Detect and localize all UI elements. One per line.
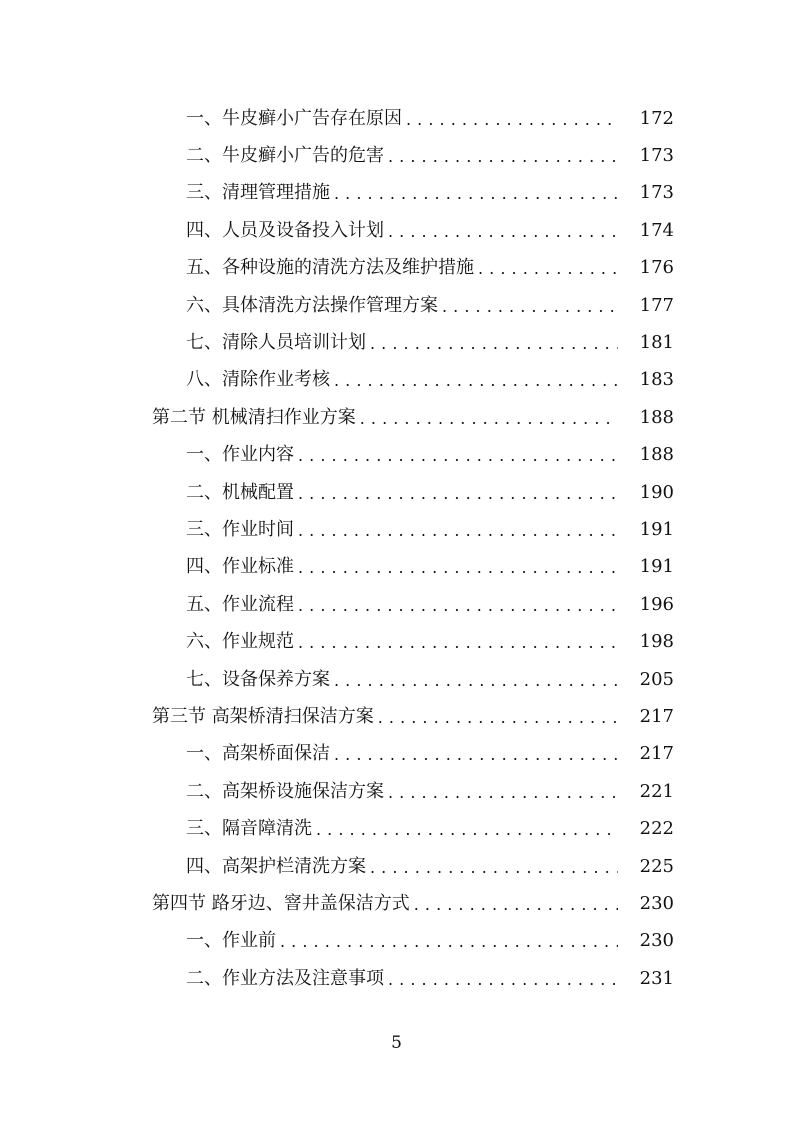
toc-entry-label: 二、高架桥设施保洁方案 — [186, 783, 388, 801]
toc-entry-page: 172 — [639, 107, 674, 129]
toc-entry-page: 188 — [639, 406, 674, 428]
toc-dot-leader — [388, 221, 618, 241]
toc-entry-label: 五、作业流程 — [186, 596, 298, 614]
toc-entry[interactable] — [0, 960, 793, 997]
toc-entry[interactable] — [0, 100, 793, 137]
toc-entry-page: 230 — [639, 892, 674, 914]
toc-entry-label: 五、各种设施的清洗方法及维护措施 — [186, 259, 478, 277]
toc-entry-label: 七、清除人员培训计划 — [186, 334, 370, 352]
toc-entry-page: 191 — [639, 556, 674, 578]
toc-entry[interactable] — [0, 287, 793, 324]
toc-dot-leader — [478, 258, 618, 278]
toc-dot-leader — [370, 333, 618, 353]
toc-dot-leader — [388, 146, 618, 166]
toc-entry-page: 196 — [639, 593, 674, 615]
toc-entry-page: 183 — [639, 369, 674, 391]
toc-entry-label: 八、清除作业考核 — [186, 371, 334, 389]
toc-entry[interactable] — [0, 175, 793, 212]
toc-dot-leader — [334, 670, 618, 690]
toc-entry-label: 三、作业时间 — [186, 521, 298, 539]
toc-dot-leader — [298, 632, 618, 652]
toc-dot-leader — [334, 744, 618, 764]
toc-entry-page: 225 — [639, 855, 674, 877]
toc-dot-leader — [334, 370, 618, 390]
toc-entry[interactable] — [0, 250, 793, 287]
toc-dot-leader — [388, 969, 618, 989]
toc-entry[interactable] — [0, 848, 793, 885]
toc-entry-label: 四、高架护栏清洗方案 — [186, 858, 370, 876]
toc-entry-page: 188 — [639, 444, 674, 466]
toc-entry-page: 222 — [639, 818, 674, 840]
toc-section-entry[interactable] — [0, 885, 793, 922]
toc-entry-label: 一、牛皮癣小广告存在原因 — [186, 110, 406, 128]
toc-entry-label: 六、作业规范 — [186, 633, 298, 651]
toc-dot-leader — [388, 782, 618, 802]
toc-entry-page: 205 — [639, 668, 674, 690]
toc-dot-leader — [378, 707, 618, 727]
toc-entry-label: 第二节 机械清扫作业方案 — [152, 409, 360, 427]
toc-entry-page: 221 — [639, 780, 674, 802]
toc-dot-leader — [414, 894, 618, 914]
toc-entry[interactable] — [0, 549, 793, 586]
toc-entry[interactable] — [0, 212, 793, 249]
toc-entry[interactable] — [0, 586, 793, 623]
toc-entry-label: 四、人员及设备投入计划 — [186, 222, 388, 240]
table-of-contents — [0, 100, 793, 997]
toc-dot-leader — [298, 595, 618, 615]
toc-dot-leader — [280, 931, 618, 951]
toc-entry[interactable] — [0, 474, 793, 511]
toc-dot-leader — [316, 819, 618, 839]
toc-entry-page: 174 — [639, 219, 674, 241]
toc-entry-label: 一、作业前 — [186, 932, 280, 950]
toc-entry-page: 176 — [639, 257, 674, 279]
toc-entry-label: 二、牛皮癣小广告的危害 — [186, 147, 388, 165]
toc-entry-page: 198 — [639, 631, 674, 653]
toc-dot-leader — [298, 520, 618, 540]
toc-entry-label: 七、设备保养方案 — [186, 671, 334, 689]
toc-entry-page: 217 — [639, 705, 674, 727]
toc-entry-page: 231 — [639, 967, 674, 989]
toc-dot-leader — [298, 557, 618, 577]
toc-entry-label: 三、清理管理措施 — [186, 184, 334, 202]
toc-entry-page: 181 — [639, 332, 674, 354]
toc-entry[interactable] — [0, 923, 793, 960]
toc-entry-page: 177 — [639, 294, 674, 316]
toc-entry-label: 一、作业内容 — [186, 446, 298, 464]
toc-entry[interactable] — [0, 623, 793, 660]
toc-dot-leader — [442, 296, 618, 316]
toc-entry[interactable] — [0, 773, 793, 810]
toc-entry[interactable] — [0, 511, 793, 548]
page-number: 5 — [391, 1033, 402, 1053]
toc-entry-label: 六、具体清洗方法操作管理方案 — [186, 297, 442, 315]
toc-entry[interactable] — [0, 736, 793, 773]
toc-dot-leader — [370, 857, 618, 877]
toc-entry-page: 173 — [639, 145, 674, 167]
toc-entry[interactable] — [0, 810, 793, 847]
toc-entry-page: 173 — [639, 182, 674, 204]
toc-entry-page: 217 — [639, 743, 674, 765]
toc-entry-label: 三、隔音障清洗 — [186, 820, 316, 838]
toc-dot-leader — [298, 483, 618, 503]
toc-dot-leader — [360, 408, 618, 428]
toc-entry-page: 230 — [639, 930, 674, 952]
toc-entry[interactable] — [0, 137, 793, 174]
toc-entry-label: 二、机械配置 — [186, 484, 298, 502]
toc-entry-label: 四、作业标准 — [186, 558, 298, 576]
toc-entry[interactable] — [0, 362, 793, 399]
toc-dot-leader — [298, 445, 618, 465]
toc-entry-label: 第三节 高架桥清扫保洁方案 — [152, 708, 378, 726]
toc-entry-label: 一、高架桥面保洁 — [186, 745, 334, 763]
toc-section-entry[interactable] — [0, 698, 793, 735]
toc-dot-leader — [334, 183, 618, 203]
toc-entry[interactable] — [0, 661, 793, 698]
toc-dot-leader — [406, 109, 618, 129]
toc-entry[interactable] — [0, 324, 793, 361]
toc-entry-page: 190 — [639, 481, 674, 503]
toc-entry[interactable] — [0, 437, 793, 474]
toc-entry-page: 191 — [639, 518, 674, 540]
toc-entry-label: 二、作业方法及注意事项 — [186, 970, 388, 988]
toc-entry-label: 第四节 路牙边、窨井盖保洁方式 — [152, 895, 414, 913]
toc-section-entry[interactable] — [0, 399, 793, 436]
